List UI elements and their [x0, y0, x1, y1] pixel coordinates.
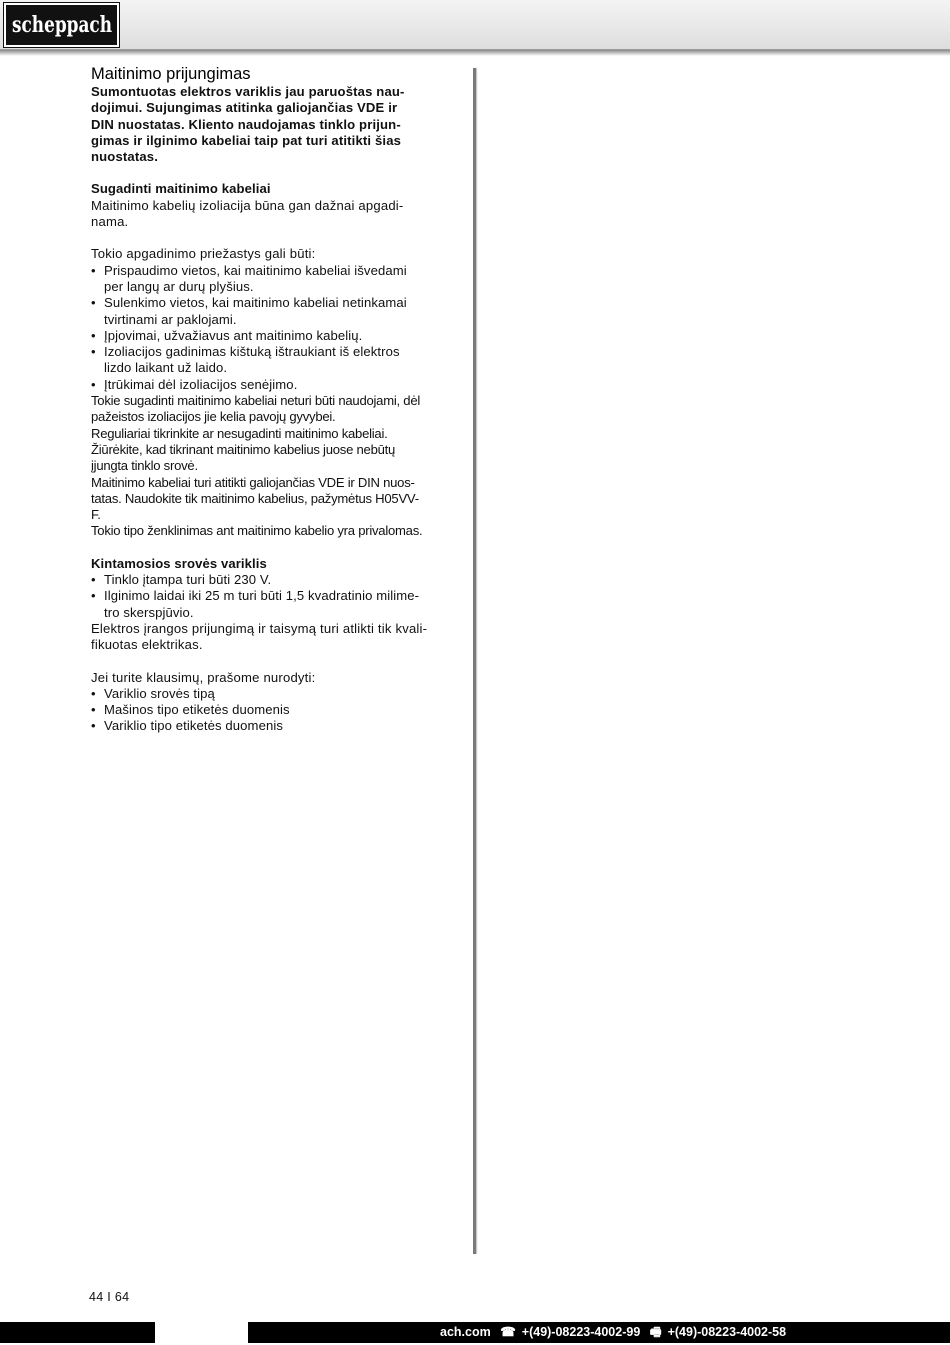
- logo-text: scheppach: [11, 12, 112, 38]
- list-item-text: tvirtinami ar paklojami.: [104, 311, 237, 327]
- text-line: Elektros įrangos prijungimą ir taisymą turi atlikti tik kvali-: [91, 620, 428, 636]
- intro-line: gimas ir ilginimo kabeliai taip pat turi atitikti šias: [91, 132, 402, 148]
- bullet-icon: •: [91, 718, 96, 734]
- list-item-text: Mašinos tipo etiketės duomenis: [104, 702, 290, 718]
- scheppach-logo: [4, 3, 119, 47]
- bullet-icon: •: [91, 262, 96, 278]
- spacer: [91, 165, 436, 181]
- damaged-cables-text: [91, 198, 436, 231]
- list-item: [91, 295, 436, 328]
- main-content: [91, 65, 436, 735]
- footer-gap: [155, 1322, 248, 1343]
- list-item: [91, 263, 436, 296]
- list-item-text: Įtrūkimai dėl izoliacijos senėjimo.: [104, 376, 298, 392]
- questions-list: [91, 686, 436, 735]
- text-line: pažeistos izoliacijos jie kelia pavojų gyvybei.: [91, 409, 336, 425]
- fax-number: +(49)-08223-4002-58: [667, 1325, 787, 1339]
- header-shadow: [0, 50, 950, 56]
- text-line: fikuotas elektrikas.: [91, 637, 203, 653]
- bullet-icon: •: [91, 588, 96, 604]
- text-line: Žiūrėkite, kad tikrinant maitinimo kabelius juose nebūtų: [91, 441, 396, 457]
- list-item-text: Įpjovimai, užvažiavus ant maitinimo kabelių.: [104, 327, 363, 343]
- bullet-icon: •: [91, 327, 96, 343]
- spacer: [91, 540, 436, 556]
- website-link[interactable]: ach.com: [440, 1325, 491, 1339]
- list-item-text: Izoliacijos gadinimas kištuką ištraukiant iš elektros: [104, 344, 400, 360]
- footer-contact: [440, 1324, 800, 1341]
- intro-paragraph: [91, 84, 436, 165]
- spacer: [91, 654, 436, 670]
- bullet-icon: •: [91, 376, 96, 392]
- text-line: įjungta tinklo srovė.: [91, 458, 198, 474]
- page-header: [0, 0, 950, 50]
- list-item-text: Tinklo įtampa turi būti 230 V.: [104, 572, 272, 588]
- list-item: [91, 702, 436, 718]
- page-number: 44 I 64: [89, 1290, 130, 1304]
- ac-motor-list: [91, 572, 436, 621]
- intro-line: dojimui. Sujungimas atitinka galiojančias VDE ir: [91, 100, 398, 116]
- list-item: [91, 344, 436, 377]
- list-item-text: lizdo laikant už laido.: [104, 360, 228, 376]
- text-line: Reguliariai tikrinkite ar nesugadinti maitinimo kabeliai.: [91, 425, 388, 441]
- text-line: tatas. Naudokite tik maitinimo kabelius, pažymėtus H05VV-: [91, 490, 419, 506]
- bullet-icon: •: [91, 685, 96, 701]
- bullet-icon: •: [91, 572, 96, 588]
- text-line: Tokie sugadinti maitinimo kabeliai neturi būti naudojami, dėl: [91, 393, 421, 409]
- section-title: Maitinimo prijungimas: [91, 65, 251, 83]
- list-item: [91, 686, 436, 702]
- list-item-text: per langų ar durų plyšius.: [104, 278, 254, 294]
- phone-number: +(49)-08223-4002-99: [521, 1325, 641, 1339]
- logo-wordmark: [9, 8, 115, 42]
- causes-intro: Tokio apgadinimo priežastys gali būti:: [91, 246, 316, 262]
- damaged-cables-heading: Sugadinti maitinimo kabeliai: [91, 181, 271, 197]
- ac-motor-note: [91, 621, 436, 654]
- text-line: Tokio tipo ženklinimas ant maitinimo kabelio yra privalomas.: [91, 523, 423, 539]
- text-line: Maitinimo kabelių izoliacija būna gan dažnai apgadi-: [91, 197, 404, 213]
- list-item-text: Variklio tipo etiketės duomenis: [104, 718, 283, 734]
- phone-icon: ☎: [500, 1325, 516, 1339]
- list-item-text: tro skerspjūvio.: [104, 604, 194, 620]
- bullet-icon: •: [91, 295, 96, 311]
- bullet-icon: •: [91, 344, 96, 360]
- ac-motor-heading: Kintamosios srovės variklis: [91, 555, 267, 571]
- list-item-text: Ilginimo laidai iki 25 m turi būti 1,5 kvadratinio milime-: [104, 588, 420, 604]
- column-divider: [473, 68, 476, 1254]
- list-item-text: Prispaudimo vietos, kai maitinimo kabeliai išvedami: [104, 262, 407, 278]
- list-item: [91, 588, 436, 621]
- warning-paragraph: [91, 393, 436, 540]
- causes-list: [91, 263, 436, 393]
- list-item: [91, 377, 436, 393]
- list-item: [91, 572, 436, 588]
- bullet-icon: •: [91, 702, 96, 718]
- list-item: [91, 328, 436, 344]
- list-item-text: Variklio srovės tipą: [104, 685, 215, 701]
- text-line: Maitinimo kabeliai turi atitikti galiojančias VDE ir DIN nuos-: [91, 474, 415, 490]
- text-line: F.: [91, 507, 101, 523]
- list-item: [91, 718, 436, 734]
- questions-intro: Jei turite klausimų, prašome nurodyti:: [91, 669, 316, 685]
- spacer: [91, 230, 436, 246]
- list-item-text: Sulenkimo vietos, kai maitinimo kabeliai netinkamai: [104, 295, 407, 311]
- intro-line: nuostatas.: [91, 149, 158, 165]
- text-line: nama.: [91, 214, 129, 230]
- intro-line: Sumontuotas elektros variklis jau paruoštas nau-: [91, 84, 405, 99]
- fax-icon: 🖷: [649, 1325, 662, 1339]
- intro-line: DIN nuostatas. Kliento naudojamas tinklo prijun-: [91, 116, 401, 132]
